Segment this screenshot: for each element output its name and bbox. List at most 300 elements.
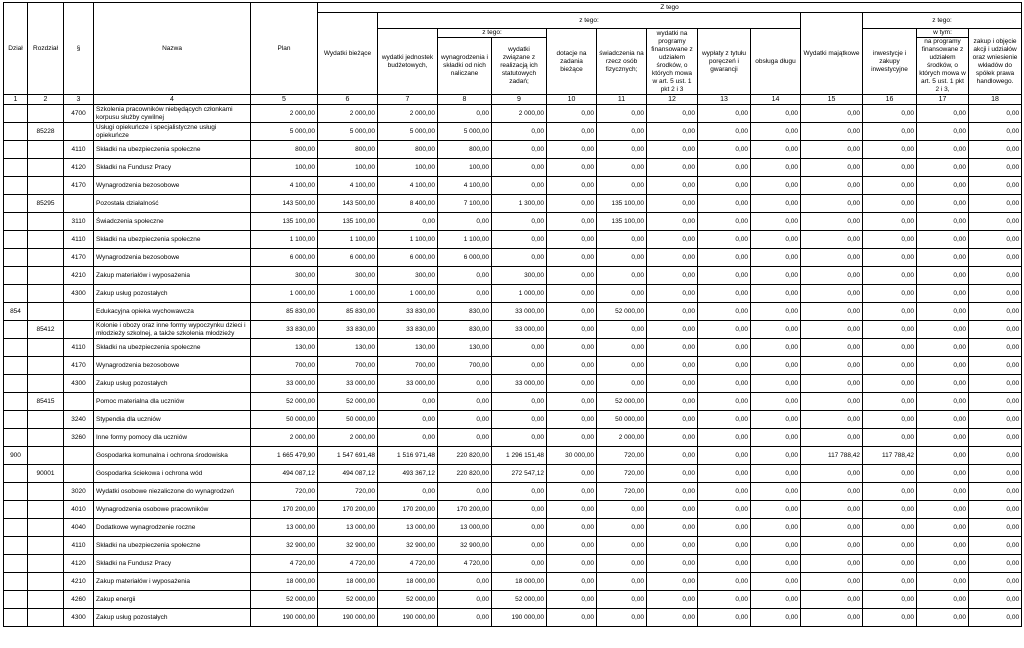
- cell-amount: 52 000,00: [378, 591, 438, 609]
- cell-amount: 0,00: [378, 483, 438, 501]
- cell-amount: 0,00: [751, 339, 801, 357]
- cell-paragraf: 4170: [64, 249, 94, 267]
- cell-amount: 0,00: [969, 411, 1022, 429]
- cell-dzial: [4, 519, 28, 537]
- cell-amount: 0,00: [698, 267, 751, 285]
- cell-paragraf: 4300: [64, 285, 94, 303]
- cell-dzial: [4, 267, 28, 285]
- cell-amount: 0,00: [801, 411, 863, 429]
- cell-amount: 0,00: [917, 429, 969, 447]
- cell-amount: 0,00: [969, 105, 1022, 123]
- cell-amount: 50 000,00: [318, 411, 378, 429]
- cell-amount: 0,00: [547, 123, 597, 141]
- cell-dzial: [4, 213, 28, 231]
- cell-amount: 2 000,00: [318, 429, 378, 447]
- cell-amount: 0,00: [969, 249, 1022, 267]
- cell-amount: 493 367,12: [378, 465, 438, 483]
- cell-amount: 0,00: [917, 141, 969, 159]
- cell-amount: 33 830,00: [378, 321, 438, 339]
- cell-rozdzial: [28, 609, 64, 627]
- cell-amount: 33 000,00: [492, 303, 547, 321]
- cell-rozdzial: 90001: [28, 465, 64, 483]
- cell-amount: 300,00: [251, 267, 318, 285]
- cell-amount: 0,00: [597, 231, 647, 249]
- cell-amount: 33 830,00: [251, 321, 318, 339]
- cell-amount: 0,00: [698, 501, 751, 519]
- column-number: 14: [751, 95, 801, 105]
- cell-amount: 0,00: [801, 375, 863, 393]
- cell-amount: 700,00: [318, 357, 378, 375]
- cell-amount: 33 830,00: [378, 303, 438, 321]
- cell-nazwa: Wydatki osobowe niezaliczone do wynagrodzeń: [94, 483, 251, 501]
- cell-amount: 700,00: [378, 357, 438, 375]
- cell-amount: 170 200,00: [318, 501, 378, 519]
- cell-nazwa: Usługi opiekuńcze i specjalistyczne usługi opiekuńcze: [94, 123, 251, 141]
- cell-amount: 135 100,00: [597, 195, 647, 213]
- cell-amount: 4 100,00: [378, 177, 438, 195]
- cell-amount: 0,00: [801, 339, 863, 357]
- cell-rozdzial: [28, 411, 64, 429]
- cell-amount: 0,00: [547, 321, 597, 339]
- cell-amount: 0,00: [751, 321, 801, 339]
- cell-amount: 0,00: [751, 573, 801, 591]
- cell-amount: 170 200,00: [378, 501, 438, 519]
- header-nazwa: Nazwa: [94, 3, 251, 95]
- cell-amount: 0,00: [547, 573, 597, 591]
- cell-amount: 0,00: [597, 591, 647, 609]
- cell-rozdzial: [28, 573, 64, 591]
- cell-amount: 4 720,00: [438, 555, 492, 573]
- cell-amount: 0,00: [969, 573, 1022, 591]
- cell-dzial: [4, 609, 28, 627]
- cell-amount: 0,00: [647, 285, 698, 303]
- cell-amount: 0,00: [751, 447, 801, 465]
- table-row: [4, 249, 1022, 267]
- cell-amount: 0,00: [647, 609, 698, 627]
- cell-nazwa: Szkolenia pracowników niebędących członkami korpusu służby cywilnej: [94, 105, 251, 123]
- header-swiadczenia: świadczenia na rzecz osób fizycznych;: [597, 29, 647, 95]
- cell-nazwa: Zakup usług pozostałych: [94, 375, 251, 393]
- cell-amount: 0,00: [698, 357, 751, 375]
- cell-paragraf: 4210: [64, 573, 94, 591]
- table-row: [4, 375, 1022, 393]
- cell-amount: 0,00: [492, 213, 547, 231]
- cell-amount: 52 000,00: [318, 591, 378, 609]
- cell-amount: 0,00: [801, 141, 863, 159]
- cell-amount: 0,00: [698, 375, 751, 393]
- cell-amount: 0,00: [751, 159, 801, 177]
- cell-amount: 0,00: [647, 267, 698, 285]
- table-row: [4, 609, 1022, 627]
- cell-amount: 0,00: [751, 537, 801, 555]
- cell-amount: 494 087,12: [318, 465, 378, 483]
- cell-amount: 0,00: [969, 321, 1022, 339]
- cell-amount: 0,00: [647, 411, 698, 429]
- cell-dzial: [4, 411, 28, 429]
- cell-amount: 143 500,00: [318, 195, 378, 213]
- cell-amount: 0,00: [969, 285, 1022, 303]
- cell-amount: 0,00: [917, 177, 969, 195]
- cell-dzial: [4, 357, 28, 375]
- cell-amount: 0,00: [647, 141, 698, 159]
- cell-amount: 0,00: [969, 465, 1022, 483]
- cell-amount: 135 100,00: [251, 213, 318, 231]
- cell-amount: 130,00: [438, 339, 492, 357]
- cell-amount: 0,00: [863, 573, 917, 591]
- cell-amount: 5 000,00: [438, 123, 492, 141]
- cell-amount: 0,00: [751, 483, 801, 501]
- table-row: [4, 321, 1022, 339]
- column-number: 18: [969, 95, 1022, 105]
- cell-amount: 0,00: [917, 159, 969, 177]
- cell-amount: 0,00: [969, 609, 1022, 627]
- cell-amount: 0,00: [698, 141, 751, 159]
- cell-amount: 700,00: [438, 357, 492, 375]
- cell-paragraf: [64, 447, 94, 465]
- cell-paragraf: 3020: [64, 483, 94, 501]
- cell-amount: 190 000,00: [492, 609, 547, 627]
- cell-amount: 0,00: [647, 159, 698, 177]
- cell-amount: 0,00: [917, 285, 969, 303]
- cell-amount: 0,00: [698, 393, 751, 411]
- cell-nazwa: Zakup usług pozostałych: [94, 285, 251, 303]
- cell-amount: 0,00: [647, 303, 698, 321]
- cell-amount: 272 547,12: [492, 465, 547, 483]
- cell-rozdzial: [28, 231, 64, 249]
- cell-amount: 85 830,00: [318, 303, 378, 321]
- cell-rozdzial: [28, 591, 64, 609]
- cell-amount: 100,00: [251, 159, 318, 177]
- cell-amount: 0,00: [698, 573, 751, 591]
- cell-amount: 0,00: [863, 357, 917, 375]
- cell-amount: 0,00: [917, 609, 969, 627]
- cell-amount: 0,00: [647, 501, 698, 519]
- cell-rozdzial: 85228: [28, 123, 64, 141]
- cell-amount: 0,00: [801, 231, 863, 249]
- cell-amount: 800,00: [438, 141, 492, 159]
- table-row: [4, 429, 1022, 447]
- cell-rozdzial: [28, 339, 64, 357]
- cell-amount: 0,00: [801, 483, 863, 501]
- cell-amount: 0,00: [751, 501, 801, 519]
- cell-nazwa: Edukacyjna opieka wychowawcza: [94, 303, 251, 321]
- table-row: [4, 339, 1022, 357]
- cell-nazwa: Kolonie i obozy oraz inne formy wypoczynku dzieci i młodzieży szkolnej, a także szkolenia młodzieży: [94, 321, 251, 339]
- cell-amount: 0,00: [547, 591, 597, 609]
- cell-amount: 0,00: [647, 537, 698, 555]
- cell-amount: 0,00: [378, 411, 438, 429]
- cell-amount: 0,00: [547, 519, 597, 537]
- cell-amount: 143 500,00: [251, 195, 318, 213]
- cell-amount: 0,00: [438, 267, 492, 285]
- header-wydatki-biezace: Wydatki bieżące: [318, 13, 378, 95]
- cell-rozdzial: [28, 159, 64, 177]
- cell-amount: 2 000,00: [597, 429, 647, 447]
- cell-amount: 0,00: [917, 483, 969, 501]
- cell-amount: 0,00: [547, 141, 597, 159]
- cell-amount: 0,00: [378, 429, 438, 447]
- cell-amount: 0,00: [863, 267, 917, 285]
- cell-rozdzial: [28, 177, 64, 195]
- cell-dzial: [4, 393, 28, 411]
- cell-nazwa: Zakup usług pozostałych: [94, 609, 251, 627]
- table-row: [4, 177, 1022, 195]
- table-row: [4, 213, 1022, 231]
- cell-amount: 0,00: [801, 357, 863, 375]
- cell-amount: 0,00: [863, 159, 917, 177]
- cell-amount: 0,00: [863, 177, 917, 195]
- cell-amount: 0,00: [698, 123, 751, 141]
- cell-nazwa: Wynagrodzenia osobowe pracowników: [94, 501, 251, 519]
- cell-rozdzial: [28, 555, 64, 573]
- cell-amount: 0,00: [801, 159, 863, 177]
- cell-amount: 0,00: [597, 555, 647, 573]
- cell-amount: 0,00: [492, 519, 547, 537]
- cell-amount: 0,00: [438, 591, 492, 609]
- cell-amount: 0,00: [698, 555, 751, 573]
- cell-dzial: [4, 105, 28, 123]
- header-paragraf: §: [64, 3, 94, 95]
- cell-nazwa: Składki na ubezpieczenia społeczne: [94, 339, 251, 357]
- cell-amount: 0,00: [801, 303, 863, 321]
- cell-paragraf: [64, 393, 94, 411]
- column-number: 15: [801, 95, 863, 105]
- cell-paragraf: 4300: [64, 609, 94, 627]
- cell-amount: 0,00: [969, 501, 1022, 519]
- cell-amount: 800,00: [378, 141, 438, 159]
- cell-amount: 0,00: [492, 501, 547, 519]
- table-header: [4, 3, 1022, 105]
- table-body: [4, 105, 1022, 627]
- cell-nazwa: Składki na ubezpieczenia społeczne: [94, 141, 251, 159]
- cell-amount: 0,00: [801, 501, 863, 519]
- cell-amount: 720,00: [597, 447, 647, 465]
- cell-amount: 0,00: [547, 231, 597, 249]
- cell-dzial: [4, 285, 28, 303]
- cell-dzial: [4, 501, 28, 519]
- cell-amount: 0,00: [647, 483, 698, 501]
- table-row: [4, 159, 1022, 177]
- cell-amount: 220 820,00: [438, 465, 492, 483]
- cell-amount: 0,00: [378, 213, 438, 231]
- cell-nazwa: Zakup materiałów i wyposażenia: [94, 267, 251, 285]
- cell-amount: 0,00: [917, 105, 969, 123]
- cell-amount: 1 547 691,48: [318, 447, 378, 465]
- cell-amount: 0,00: [751, 267, 801, 285]
- cell-amount: 190 000,00: [251, 609, 318, 627]
- budget-table: [3, 2, 1022, 627]
- cell-amount: 50 000,00: [251, 411, 318, 429]
- cell-dzial: [4, 195, 28, 213]
- column-number: 2: [28, 95, 64, 105]
- cell-amount: 1 100,00: [318, 231, 378, 249]
- cell-rozdzial: [28, 357, 64, 375]
- header-zakup-akcji: zakup i objęcie akcji i udziałów oraz wniesienie wkładów do spółek prawa handlowego.: [969, 29, 1022, 95]
- cell-amount: 32 900,00: [318, 537, 378, 555]
- cell-amount: 6 000,00: [378, 249, 438, 267]
- table-row: [4, 555, 1022, 573]
- cell-amount: 0,00: [863, 465, 917, 483]
- cell-amount: 0,00: [801, 393, 863, 411]
- cell-rozdzial: [28, 483, 64, 501]
- cell-amount: 0,00: [492, 393, 547, 411]
- cell-paragraf: 4170: [64, 357, 94, 375]
- cell-amount: 0,00: [863, 555, 917, 573]
- cell-amount: 0,00: [751, 285, 801, 303]
- cell-amount: 0,00: [863, 411, 917, 429]
- cell-amount: 0,00: [801, 519, 863, 537]
- cell-amount: 0,00: [597, 249, 647, 267]
- cell-amount: 33 000,00: [251, 375, 318, 393]
- cell-amount: 0,00: [492, 231, 547, 249]
- cell-amount: 0,00: [801, 123, 863, 141]
- table-row: [4, 537, 1022, 555]
- header-plan: Plan: [251, 3, 318, 95]
- column-number: 16: [863, 95, 917, 105]
- cell-amount: 0,00: [547, 501, 597, 519]
- cell-rozdzial: [28, 501, 64, 519]
- cell-amount: 2 000,00: [251, 105, 318, 123]
- column-number: 4: [94, 95, 251, 105]
- cell-amount: 0,00: [597, 519, 647, 537]
- cell-amount: 0,00: [801, 285, 863, 303]
- cell-amount: 0,00: [647, 573, 698, 591]
- table-row: [4, 573, 1022, 591]
- cell-amount: 32 900,00: [251, 537, 318, 555]
- cell-amount: 0,00: [647, 357, 698, 375]
- cell-amount: 0,00: [698, 303, 751, 321]
- cell-amount: 5 000,00: [378, 123, 438, 141]
- table-row: [4, 285, 1022, 303]
- column-number: 8: [438, 95, 492, 105]
- cell-amount: 50 000,00: [597, 411, 647, 429]
- cell-amount: 1 000,00: [378, 285, 438, 303]
- cell-amount: 0,00: [492, 177, 547, 195]
- cell-amount: 52 000,00: [597, 393, 647, 411]
- cell-amount: 0,00: [492, 537, 547, 555]
- cell-amount: 0,00: [969, 429, 1022, 447]
- cell-amount: 0,00: [547, 375, 597, 393]
- cell-amount: 0,00: [801, 609, 863, 627]
- cell-amount: 1 100,00: [438, 231, 492, 249]
- column-number: 12: [647, 95, 698, 105]
- cell-amount: 720,00: [251, 483, 318, 501]
- cell-dzial: [4, 177, 28, 195]
- cell-nazwa: Wynagrodzenia bezosobowe: [94, 357, 251, 375]
- cell-amount: 100,00: [438, 159, 492, 177]
- cell-nazwa: Składki na Fundusz Pracy: [94, 555, 251, 573]
- cell-amount: 0,00: [547, 339, 597, 357]
- cell-amount: 4 100,00: [251, 177, 318, 195]
- cell-amount: 0,00: [751, 591, 801, 609]
- cell-amount: 0,00: [917, 375, 969, 393]
- cell-amount: 18 000,00: [318, 573, 378, 591]
- cell-nazwa: Świadczenia społeczne: [94, 213, 251, 231]
- cell-amount: 0,00: [492, 483, 547, 501]
- cell-amount: 0,00: [492, 123, 547, 141]
- cell-rozdzial: [28, 447, 64, 465]
- cell-amount: 0,00: [917, 519, 969, 537]
- cell-amount: 0,00: [597, 537, 647, 555]
- cell-amount: 0,00: [751, 411, 801, 429]
- cell-paragraf: 4210: [64, 267, 94, 285]
- cell-amount: 0,00: [597, 357, 647, 375]
- cell-amount: 0,00: [492, 159, 547, 177]
- cell-amount: 0,00: [547, 303, 597, 321]
- cell-amount: 0,00: [597, 375, 647, 393]
- cell-amount: 0,00: [438, 411, 492, 429]
- cell-amount: 720,00: [318, 483, 378, 501]
- cell-nazwa: Składki na ubezpieczenia społeczne: [94, 537, 251, 555]
- cell-amount: 52 000,00: [251, 591, 318, 609]
- cell-amount: 0,00: [547, 267, 597, 285]
- cell-amount: 0,00: [863, 249, 917, 267]
- cell-amount: 190 000,00: [318, 609, 378, 627]
- cell-amount: 0,00: [969, 339, 1022, 357]
- cell-amount: 5 000,00: [251, 123, 318, 141]
- column-number: 3: [64, 95, 94, 105]
- cell-amount: 2 000,00: [251, 429, 318, 447]
- cell-paragraf: [64, 303, 94, 321]
- cell-amount: 0,00: [751, 249, 801, 267]
- cell-amount: 18 000,00: [251, 573, 318, 591]
- header-wydatki-programy: wydatki na programy finansowane z udziałem środków, o których mowa w art. 5 ust. 1 pkt 2 i 3: [647, 29, 698, 95]
- table-row: [4, 105, 1022, 123]
- cell-amount: 0,00: [863, 501, 917, 519]
- cell-amount: 220 820,00: [438, 447, 492, 465]
- cell-paragraf: [64, 195, 94, 213]
- cell-amount: 0,00: [969, 591, 1022, 609]
- cell-amount: 0,00: [751, 195, 801, 213]
- cell-amount: 0,00: [751, 357, 801, 375]
- cell-amount: 0,00: [863, 195, 917, 213]
- cell-amount: 130,00: [251, 339, 318, 357]
- cell-amount: 13 000,00: [378, 519, 438, 537]
- cell-nazwa: Inne formy pomocy dla uczniów: [94, 429, 251, 447]
- cell-nazwa: Zakup energii: [94, 591, 251, 609]
- column-number: 11: [597, 95, 647, 105]
- cell-amount: 0,00: [751, 177, 801, 195]
- cell-amount: 0,00: [698, 609, 751, 627]
- cell-dzial: [4, 591, 28, 609]
- cell-amount: 4 100,00: [318, 177, 378, 195]
- cell-amount: 0,00: [801, 213, 863, 231]
- cell-amount: 0,00: [698, 105, 751, 123]
- cell-amount: 0,00: [863, 321, 917, 339]
- cell-rozdzial: [28, 213, 64, 231]
- cell-amount: 0,00: [751, 609, 801, 627]
- cell-amount: 32 900,00: [378, 537, 438, 555]
- cell-amount: 0,00: [492, 357, 547, 375]
- cell-dzial: [4, 375, 28, 393]
- header-wyplaty: wypłaty z tytułu poręczeń i gwarancji: [698, 29, 751, 95]
- cell-amount: 0,00: [547, 249, 597, 267]
- cell-amount: 0,00: [438, 573, 492, 591]
- cell-dzial: [4, 429, 28, 447]
- cell-amount: 300,00: [318, 267, 378, 285]
- cell-amount: 0,00: [801, 555, 863, 573]
- cell-amount: 0,00: [698, 519, 751, 537]
- cell-amount: 5 000,00: [318, 123, 378, 141]
- cell-amount: 0,00: [597, 159, 647, 177]
- cell-amount: 0,00: [917, 195, 969, 213]
- cell-amount: 0,00: [801, 105, 863, 123]
- cell-amount: 0,00: [492, 249, 547, 267]
- cell-amount: 0,00: [698, 429, 751, 447]
- cell-amount: 0,00: [647, 231, 698, 249]
- table-row: [4, 393, 1022, 411]
- cell-paragraf: 4700: [64, 105, 94, 123]
